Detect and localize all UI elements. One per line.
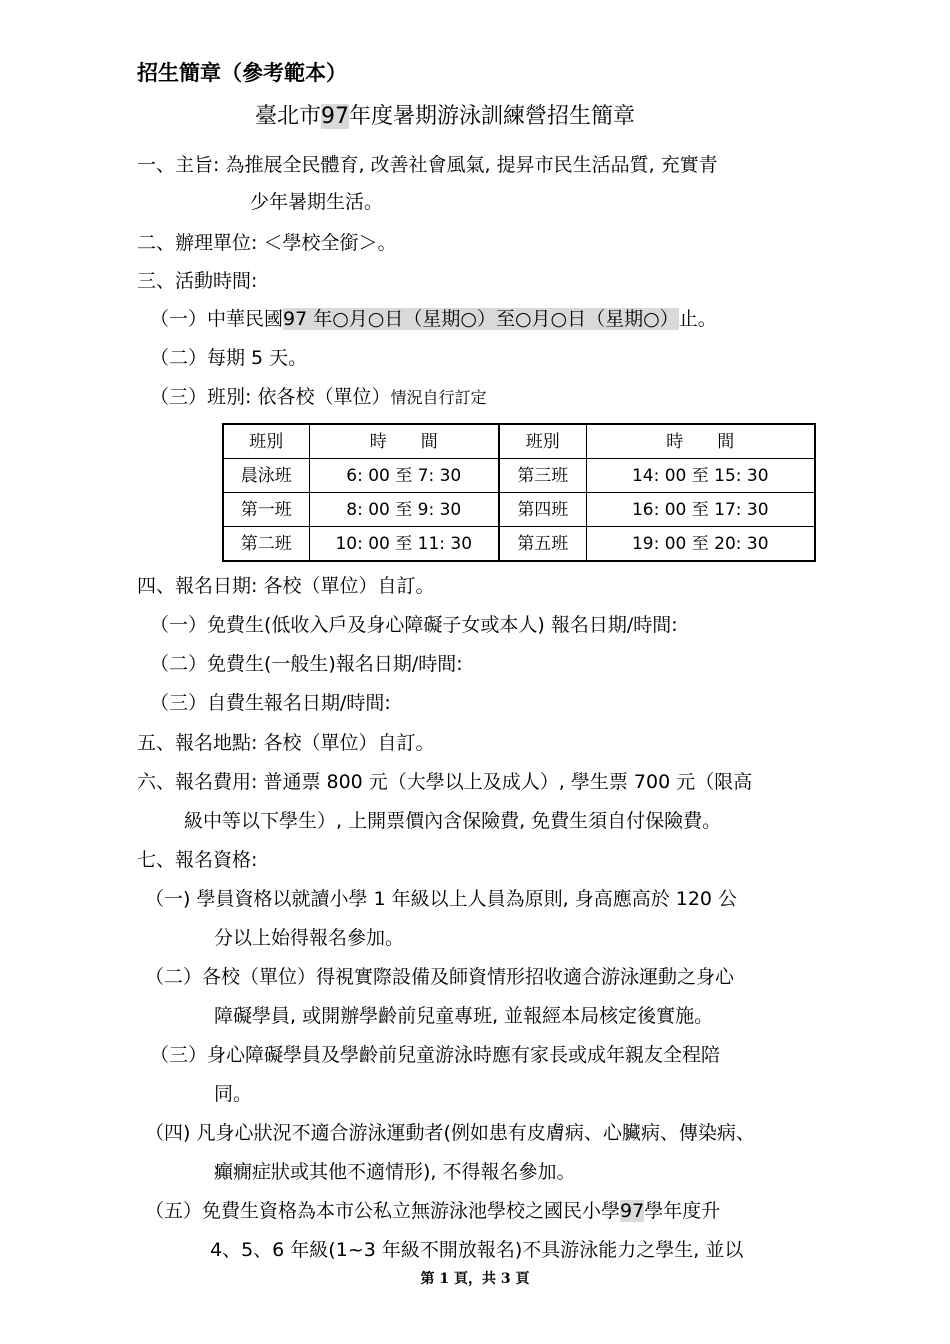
section-7-item-1-line-2: 分以上始得報名參加。	[214, 927, 405, 949]
table-cell: 19: 00 至 20: 30	[586, 527, 815, 562]
section-7-item-3-line-2: 同。	[214, 1083, 253, 1105]
table-cell: 第三班	[499, 459, 586, 493]
section-7-item-5-line-2: 4、5、6 年級(1~3 年級不開放報名)不具游泳能力之學生, 並以	[210, 1239, 744, 1261]
section-7-item-2-line-1: （二）各校（單位）得視實際設備及師資情形招收適合游泳運動之身心	[145, 966, 735, 988]
document-heading: 招生簡章（參考範本）	[137, 61, 347, 85]
section-4-item-2: （二）免費生(一般生)報名日期/時間:	[150, 653, 463, 675]
section-4-item-3: （三）自費生報名日期/時間:	[150, 692, 391, 714]
table-row	[223, 459, 815, 493]
item-1-dates: 97 年○月○日（星期○）至○月○日（星期○）	[283, 308, 679, 330]
table-header-row	[223, 424, 815, 459]
section-7-item-2-line-2: 障礙學員, 或開辦學齡前兒童專班, 並報經本局核定後實施。	[214, 1005, 714, 1027]
section-3-item-3	[150, 384, 486, 411]
section-4: 四、報名日期: 各校（單位）自訂。	[137, 575, 435, 597]
section-4-item-1: （一）免費生(低收入戶及身心障礙子女或本人) 報名日期/時間:	[150, 614, 678, 636]
item-5-prefix: （五）免費生資格為本市公私立無游泳池學校之國民小學	[145, 1200, 621, 1222]
item-3-main: （三）班別: 依各校（單位）	[150, 386, 391, 408]
section-6-line-2: 級中等以下學生）, 上開票價內含保險費, 免費生須自付保險費。	[184, 810, 722, 832]
item-1-prefix: （一）中華民國	[150, 308, 284, 330]
section-7-item-3-line-1: （三）身心障礙學員及學齡前兒童游泳時應有家長或成年親友全程陪	[150, 1044, 721, 1066]
section-6-line-1: 六、報名費用: 普通票 800 元（大學以上及成人）, 學生票 700 元（限高	[137, 771, 753, 793]
document-title	[255, 104, 635, 130]
header-time: 時 間	[309, 424, 499, 459]
title-year: 97	[321, 104, 350, 129]
header-time: 時 間	[586, 424, 815, 459]
page-footer: 第 1 頁，共 3 頁	[420, 1271, 530, 1287]
section-7-item-4-line-1: （四) 凡身心狀況不適合游泳運動者(例如患有皮膚病、心臟病、傳染病、	[145, 1122, 755, 1144]
table-cell: 第五班	[499, 527, 586, 562]
title-prefix: 臺北市	[255, 104, 322, 129]
table-row	[223, 527, 815, 562]
table-row	[223, 493, 815, 527]
section-3-item-1	[150, 306, 717, 332]
item-1-suffix: 止。	[678, 308, 717, 330]
table-cell: 16: 00 至 17: 30	[586, 493, 815, 527]
section-7-item-1-line-1: （一) 學員資格以就讀小學 1 年級以上人員為原則, 身高應高於 120 公	[145, 888, 738, 910]
header-class: 班別	[499, 424, 586, 459]
header-class: 班別	[223, 424, 309, 459]
section-5: 五、報名地點: 各校（單位）自訂。	[137, 732, 435, 754]
class-schedule-table	[222, 423, 816, 562]
table-cell: 晨泳班	[223, 459, 309, 493]
section-7-item-4-line-2: 癲癇症狀或其他不適情形), 不得報名參加。	[214, 1161, 576, 1183]
table-cell: 第一班	[223, 493, 309, 527]
section-7: 七、報名資格:	[137, 849, 258, 871]
section-1-line-1: 一、主旨: 為推展全民體育, 改善社會風氣, 提昇市民生活品質, 充實青	[137, 154, 718, 176]
item-3-note: 情況自行訂定	[390, 388, 487, 407]
table-cell: 14: 00 至 15: 30	[586, 459, 815, 493]
section-7-item-5-line-1	[145, 1198, 720, 1224]
section-1-line-2: 少年暑期生活。	[250, 191, 384, 213]
title-suffix: 年度暑期游泳訓練營招生簡章	[349, 104, 636, 129]
table-cell: 第二班	[223, 527, 309, 562]
item-5-year: 97	[620, 1200, 645, 1222]
table-cell: 10: 00 至 11: 30	[309, 527, 499, 562]
section-3: 三、活動時間:	[137, 270, 258, 292]
table-cell: 6: 00 至 7: 30	[309, 459, 499, 493]
table-cell: 8: 00 至 9: 30	[309, 493, 499, 527]
section-3-item-2: （二）每期 5 天。	[150, 347, 308, 369]
section-2: 二、辦理單位: ＜學校全銜＞。	[137, 232, 397, 254]
table-cell: 第四班	[499, 493, 586, 527]
item-5-suffix: 學年度升	[644, 1200, 721, 1222]
